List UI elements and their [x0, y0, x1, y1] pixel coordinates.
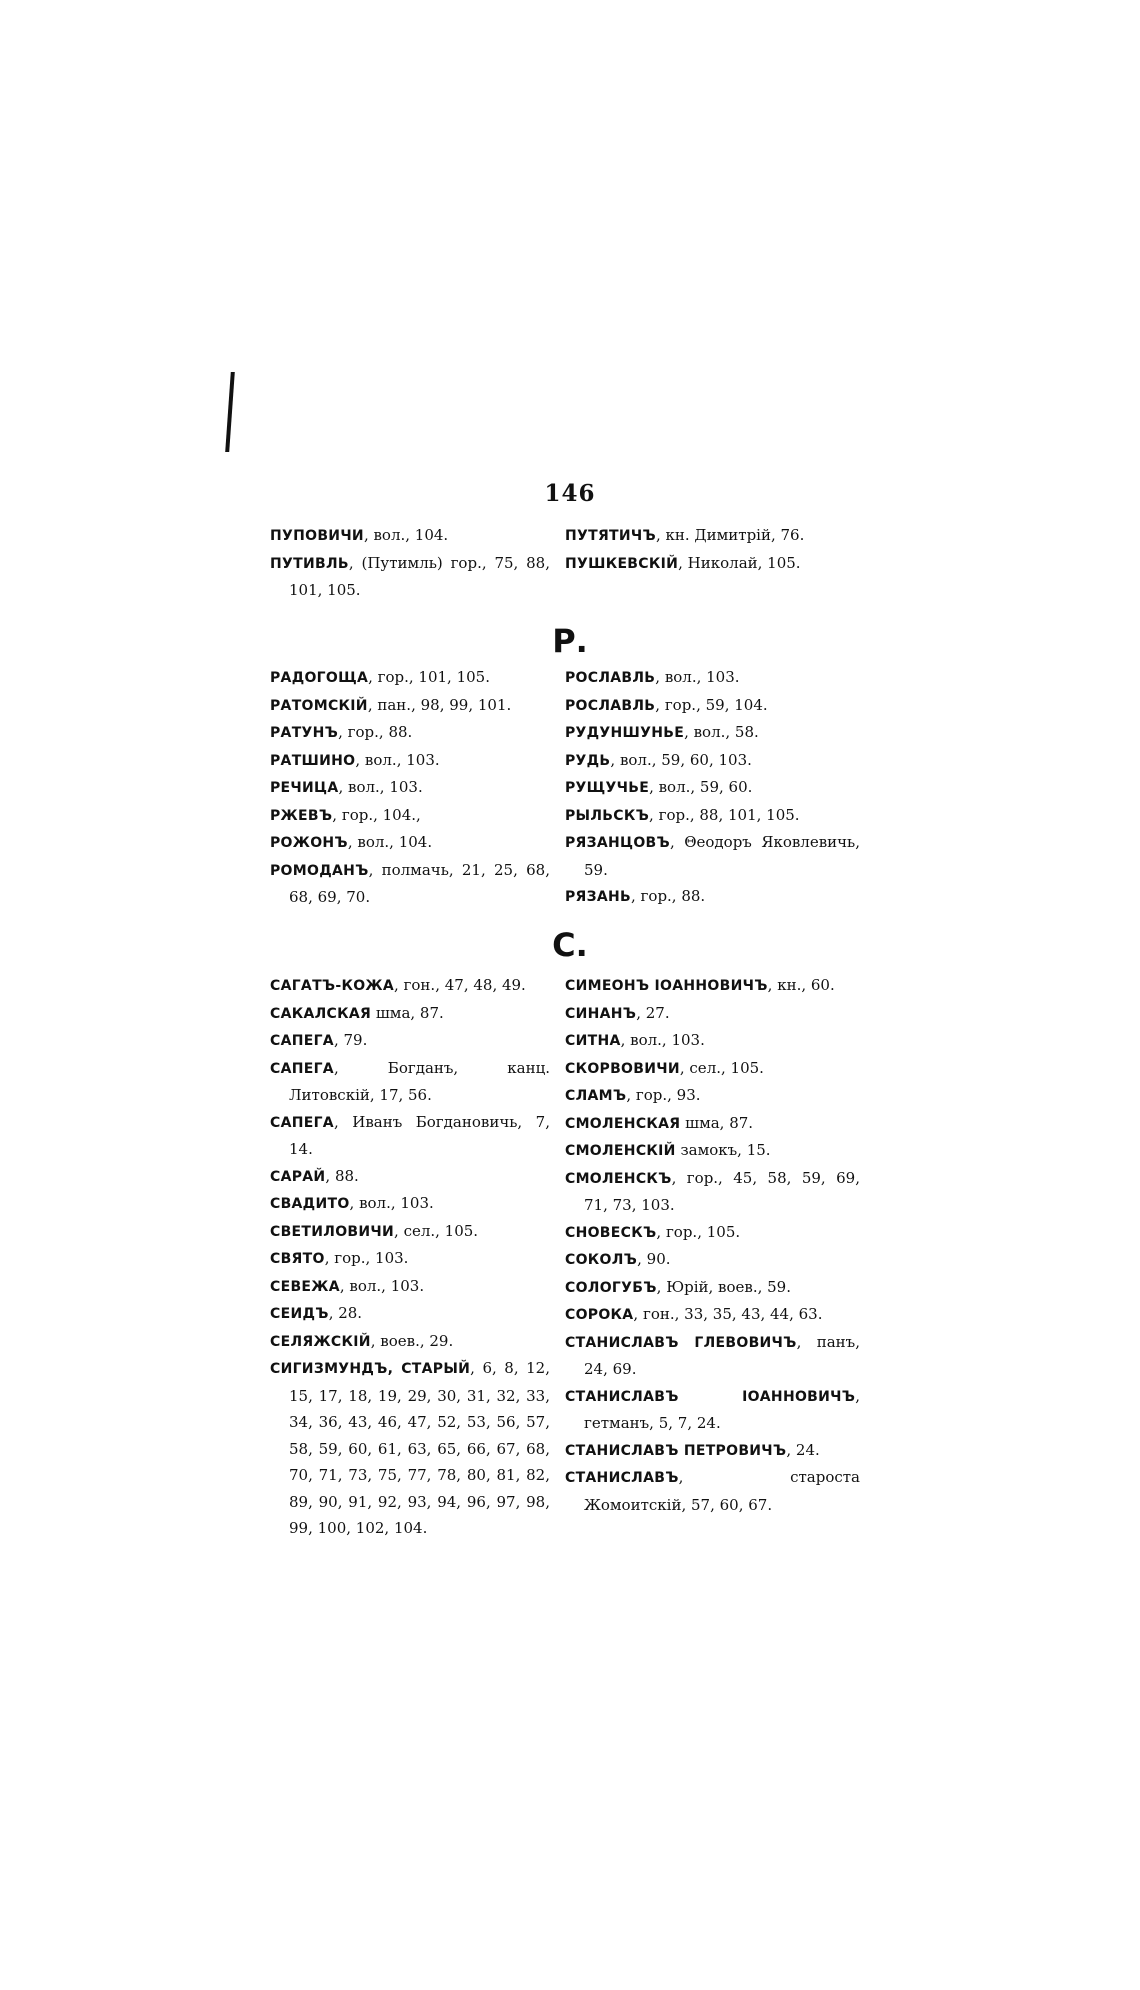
- entry-headword: РАДОГОЩА: [270, 670, 369, 686]
- entry-details: , 28.: [328, 1304, 363, 1322]
- index-entry: [270, 1000, 550, 1028]
- entry-details: , (Путимль) гор., 75, 88, 101, 105.: [289, 553, 550, 599]
- index-entry: [270, 692, 550, 720]
- index-entry: [565, 1464, 860, 1518]
- entry-headword: СКОРВОВИЧИ: [565, 1060, 680, 1077]
- entry-details: , 88.: [325, 1166, 359, 1185]
- right-column: [565, 664, 860, 911]
- index-entry: [270, 1218, 550, 1246]
- entry-details: , гор., 59, 104.: [655, 695, 768, 714]
- index-entry: [270, 1163, 550, 1191]
- entry-headword: РАТОМСКІЙ: [270, 697, 368, 714]
- entry-details: , кн., 60.: [767, 976, 835, 994]
- left-column: [270, 664, 550, 911]
- index-entry: [565, 664, 860, 692]
- entry-details: , сел., 105.: [679, 1058, 764, 1077]
- index-entry: [270, 719, 550, 747]
- left-column: [270, 522, 550, 604]
- entry-headword: СМОЛЕНСКЪ: [565, 1170, 672, 1187]
- entry-headword: СЛАМЪ: [565, 1088, 627, 1104]
- entry-headword: СОКОЛЪ: [565, 1252, 638, 1268]
- entry-headword: ПУПОВИЧИ: [270, 528, 364, 544]
- index-entry: [270, 664, 550, 692]
- section-letter-r: Р.: [552, 622, 588, 660]
- entry-details: , вол., 104.: [347, 833, 433, 851]
- entry-details: , Θеодоръ Яковлевичь, 59.: [584, 833, 860, 879]
- entry-headword: СОРОКА: [565, 1307, 634, 1323]
- entry-details: , вол., 104.: [363, 526, 449, 544]
- entry-details: , гетманъ, 5, 7, 24.: [584, 1386, 860, 1432]
- index-entry: [565, 802, 860, 830]
- index-entry: [270, 857, 550, 911]
- entry-details: , Николай, 105.: [678, 553, 801, 572]
- index-entry: [270, 802, 550, 830]
- entry-headword: РУДЬ: [565, 752, 611, 769]
- entry-headword: СИТНА: [565, 1033, 621, 1049]
- entry-headword: САГАТЪ-КОЖА: [270, 978, 394, 994]
- entry-headword: РАТШИНО: [270, 752, 356, 769]
- index-entry: [565, 1437, 860, 1465]
- entry-details: , вол., 103.: [338, 778, 423, 796]
- index-entry: [565, 747, 860, 775]
- entry-details: , Богданъ, канц. Литовскій, 17, 56.: [289, 1058, 550, 1104]
- index-entry: [270, 1355, 550, 1542]
- entry-headword: ПУШКЕВСКІЙ: [565, 555, 679, 572]
- index-entry: [565, 1110, 860, 1138]
- entry-details: , 6, 8, 12, 15, 17, 18, 19, 29, 30, 31, 32, 33, 34, 36, 43, 46, 47, 52, 53, 56, 57, 58, 59, 60, 61, 63, 65, 66, 67, 68, 70, 71, 73, 75, 77, 78, 80, 81, 82, 89, 90, 91, 92, 93, 94, 96, 97, 98, 99, 100, 102, 104.: [289, 1359, 550, 1537]
- entry-headword: ПУТЯТИЧЪ: [565, 528, 656, 544]
- page-number: 146: [544, 480, 596, 507]
- entry-details: , гон., 33, 35, 43, 44, 63.: [633, 1305, 823, 1323]
- entry-details: , гор., 93.: [626, 1086, 701, 1104]
- index-entry: [565, 1274, 860, 1302]
- index-entry: [565, 522, 860, 550]
- index-entry: [270, 747, 550, 775]
- index-entry: [565, 1329, 860, 1383]
- entry-details: , 79.: [333, 1031, 368, 1049]
- index-entry: [565, 1137, 860, 1165]
- entry-headword: СТАНИСЛАВЪ: [565, 1470, 679, 1486]
- index-entry: [565, 1000, 860, 1028]
- section-letter-s: С.: [552, 926, 588, 964]
- entry-details: , вол., 103.: [620, 1031, 705, 1049]
- entry-details: , 90.: [637, 1250, 671, 1268]
- entry-details: , панъ, 24, 69.: [584, 1332, 860, 1378]
- index-entry: [270, 1300, 550, 1328]
- entry-details: , вол., 59, 60, 103.: [610, 750, 752, 769]
- entry-headword: САКАЛСКАЯ: [270, 1005, 372, 1022]
- entry-headword: СНОВЕСКЪ: [565, 1224, 657, 1241]
- entry-headword: РЫЛЬСКЪ: [565, 807, 650, 824]
- entry-details: замокъ, 15.: [675, 1141, 771, 1159]
- index-entry: [565, 972, 860, 1000]
- entry-headword: РОМОДАНЪ: [270, 862, 369, 879]
- entry-headword: САРАЙ: [270, 1168, 326, 1185]
- entry-details: , Юрій, воев., 59.: [656, 1277, 791, 1296]
- left-column: [270, 972, 550, 1542]
- entry-headword: РУЩУЧЬЕ: [565, 780, 650, 796]
- index-entry: [565, 1027, 860, 1055]
- index-entry: [270, 1190, 550, 1218]
- index-entry: [270, 1328, 550, 1356]
- entry-details: , сел., 105.: [394, 1221, 479, 1240]
- entry-details: , вол., 103.: [355, 750, 440, 769]
- entry-headword: РЕЧИЦА: [270, 780, 339, 796]
- entry-headword: САПЕГА: [270, 1114, 334, 1131]
- entry-headword: СТАНИСЛАВЪ ГЛЕВОВИЧЪ: [565, 1334, 797, 1351]
- entry-headword: СИГИЗМУНДЪ, СТАРЫЙ: [270, 1361, 471, 1377]
- entry-details: , кн. Димитрій, 76.: [655, 526, 805, 544]
- index-entry: [565, 1082, 860, 1110]
- index-entry: [565, 1055, 860, 1083]
- index-entry: [565, 883, 860, 911]
- entry-headword: СВЯТО: [270, 1251, 325, 1267]
- entry-headword: СМОЛЕНСКАЯ: [565, 1115, 681, 1132]
- entry-headword: СЕВЕЖА: [270, 1278, 340, 1295]
- entry-details: , староста Жомоитскій, 57, 60, 67.: [584, 1468, 860, 1514]
- entry-headword: СЕЛЯЖСКІЙ: [270, 1333, 371, 1350]
- entry-details: , гор., 88.: [338, 723, 413, 741]
- index-entry: [565, 692, 860, 720]
- entry-headword: СМОЛЕНСКІЙ: [565, 1143, 676, 1159]
- entry-headword: РЖЕВЪ: [270, 807, 333, 824]
- index-entry: [270, 522, 550, 550]
- entry-details: , вол., 58.: [684, 723, 759, 741]
- entry-details: , воев., 29.: [370, 1331, 454, 1350]
- index-entry: [565, 1219, 860, 1247]
- entry-details: , вол., 103.: [655, 668, 740, 686]
- right-column: [565, 522, 860, 577]
- index-entry: [270, 1109, 550, 1163]
- index-entry: [565, 1165, 860, 1219]
- entry-details: , гор., 104.,: [332, 805, 421, 824]
- entry-details: , полмачь, 21, 25, 68, 68, 69, 70.: [289, 860, 550, 906]
- index-entry: [270, 1245, 550, 1273]
- entry-details: шма, 87.: [680, 1113, 754, 1132]
- right-column: [565, 972, 860, 1518]
- index-entry: [270, 1027, 550, 1055]
- index-entry: [565, 719, 860, 747]
- entry-details: шма, 87.: [371, 1003, 444, 1022]
- index-entry: [565, 774, 860, 802]
- index-entry: [565, 1383, 860, 1437]
- entry-headword: ПУТИВЛЬ: [270, 555, 349, 572]
- entry-details: , вол., 59, 60.: [649, 778, 753, 796]
- index-entry: [565, 1301, 860, 1329]
- entry-details: , 27.: [636, 1003, 670, 1022]
- entry-details: , гон., 47, 48, 49.: [394, 976, 526, 994]
- entry-details: , вол., 103.: [339, 1276, 425, 1295]
- entry-headword: РУДУНШУНЬЕ: [565, 725, 685, 741]
- entry-details: , гор., 103.: [324, 1249, 409, 1267]
- index-entry: [270, 1273, 550, 1301]
- entry-details: , пан., 98, 99, 101.: [367, 695, 512, 714]
- entry-headword: СВЕТИЛОВИЧИ: [270, 1223, 395, 1240]
- entry-details: , 24.: [786, 1440, 820, 1459]
- entry-headword: РОСЛАВЛЬ: [565, 697, 656, 714]
- entry-headword: РЯЗАНЬ: [565, 889, 632, 905]
- entry-headword: СТАНИСЛАВЪ ПЕТРОВИЧЪ: [565, 1442, 787, 1459]
- entry-details: , гор., 105.: [656, 1222, 741, 1241]
- index-entry: [565, 829, 860, 883]
- index-entry: [565, 1246, 860, 1274]
- entry-headword: САПЕГА: [270, 1060, 334, 1077]
- entry-headword: СВАДИТО: [270, 1196, 350, 1212]
- index-entry: [270, 1055, 550, 1109]
- entry-headword: РОЖОНЪ: [270, 835, 348, 851]
- index-entry: [270, 774, 550, 802]
- entry-headword: САПЕГА: [270, 1033, 334, 1049]
- entry-details: , гор., 45, 58, 59, 69, 71, 73, 103.: [584, 1168, 860, 1214]
- index-entry: [565, 550, 860, 578]
- entry-headword: РОСЛАВЛЬ: [565, 670, 656, 686]
- entry-details: , гор., 88.: [631, 887, 706, 905]
- entry-details: , гор., 88, 101, 105.: [649, 805, 800, 824]
- entry-details: , гор., 101, 105.: [368, 668, 490, 686]
- entry-headword: СИМЕОНЪ ІОАННОВИЧЪ: [565, 978, 768, 994]
- index-entry: [270, 972, 550, 1000]
- index-entry: [270, 829, 550, 857]
- entry-headword: СИНАНЪ: [565, 1005, 637, 1022]
- entry-headword: СТАНИСЛАВЪ ІОАННОВИЧЪ: [565, 1388, 856, 1405]
- entry-headword: СОЛОГУБЪ: [565, 1279, 657, 1296]
- entry-headword: СЕИДЪ: [270, 1306, 329, 1322]
- entry-headword: РАТУНЪ: [270, 725, 339, 741]
- entry-details: , Иванъ Богдановичь, 7, 14.: [289, 1112, 550, 1158]
- margin-ink-mark: [225, 372, 235, 452]
- entry-headword: РЯЗАНЦОВЪ: [565, 835, 670, 851]
- index-entry: [270, 550, 550, 604]
- entry-details: , вол., 103.: [349, 1194, 434, 1212]
